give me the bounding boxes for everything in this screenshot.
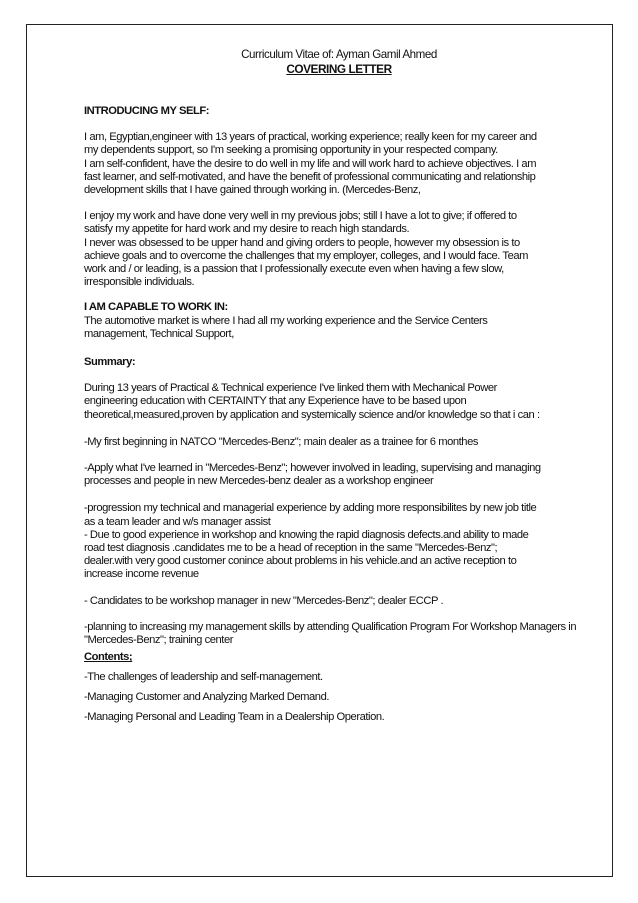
text-line: "Mercedes-Benz"; training center [84,634,233,647]
introducing-paragraph-1 [84,131,604,197]
text-line: I am self-confident, have the desire to do well in my life and will work hard to achieve objectives. I am [84,157,537,170]
contents-item-1: -The challenges of leadership and self-management. [84,670,323,683]
document-body [84,48,604,724]
text-line: The automotive market is where I had all my working experience and the Service Centers [84,314,488,327]
summary-intro [84,382,604,422]
text-line: -progression my technical and managerial experience by adding more responsibilites by new job title [84,502,537,515]
text-line: processes and people in new Mercedes-benz dealer as a workshop engineer [84,475,434,488]
text-line: as a team leader and w/s manager assist [84,515,271,528]
text-line: management, Technical Support, [84,327,234,340]
summary-item-5 [84,621,604,647]
contents-item-3: -Managing Personal and Leading Team in a Dealership Operation. [84,710,385,723]
cv-name-line: Curriculum Vitae of: Ayman Gamil Ahmed [241,48,437,61]
summary-item-3 [84,502,604,581]
text-line: road test diagnosis .candidates me to be a head of reception in the same "Mercedes-Benz"; [84,542,498,555]
summary-item-4 [84,595,604,608]
contents-item-2: -Managing Customer and Analyzing Marked Demand. [84,690,330,703]
contents-heading: Contents; [84,651,133,664]
capable-paragraph [84,315,604,341]
text-line: -Apply what I've learned in "Mercedes-Benz"; however involved in leading, supervising and managing [84,462,541,475]
document-header [79,48,599,76]
text-line: -My first beginning in NATCO "Mercedes-Benz"; main dealer as a trainee for 6 monthes [84,435,478,448]
text-line: I enjoy my work and have done very well in my previous jobs; still I have a lot to give; if offered to [84,210,517,223]
text-line: increase income revenue [84,568,199,581]
text-line: work and / or leading, is a passion that I professionally execute even when having a few slow, [84,263,504,276]
text-line: - Due to good experience in workshop and knowing the rapid diagnosis defects.and ability to made [84,528,529,541]
text-line: my dependents support, so I'm seeking a promising opportunity in your respected company. [84,144,498,157]
document-title: COVERING LETTER [286,62,392,76]
summary-item-1 [84,436,604,449]
text-line: irresponsible individuals. [84,276,195,289]
summary-heading: Summary: [84,356,136,369]
text-line: theoretical,measured,proven by application and systemically science and/or knowledge so that i can : [84,408,540,421]
text-line: During 13 years of Practical & Technical experience I've linked them with Mechanical Power [84,382,497,395]
introducing-paragraph-2 [84,210,604,289]
text-line: - Candidates to be workshop manager in new "Mercedes-Benz"; dealer ECCP . [84,594,444,607]
introducing-heading: INTRODUCING MY SELF: [84,105,210,117]
text-line: fast learner, and self-motivated, and have the benefit of professional communicating and relationship [84,170,536,183]
text-line: achieve goals and to overcome the challenges that my employer, colleges, and I would face. Team [84,249,528,262]
text-line: I am, Egyptian,engineer with 13 years of practical, working experience; really keen for my career and [84,131,537,144]
text-line: engineering education with CERTAINTY that any Experience have to be based upon [84,395,467,408]
text-line: dealer.with very good customer conince about problems in his vehicle.and an active reception to [84,555,517,568]
summary-item-2 [84,462,604,488]
capable-heading: I AM CAPABLE TO WORK IN: [84,301,228,314]
text-line: I never was obsessed to be upper hand and giving orders to people, however my obsession is to [84,236,520,249]
text-line: development skills that I have gained through working in. (Mercedes-Benz, [84,184,421,197]
text-line: satisfy my appetite for hard work and my desire to reach high standards. [84,223,410,236]
text-line: -planning to increasing my management skills by attending Qualification Program For Workshop Managers in [84,620,577,633]
